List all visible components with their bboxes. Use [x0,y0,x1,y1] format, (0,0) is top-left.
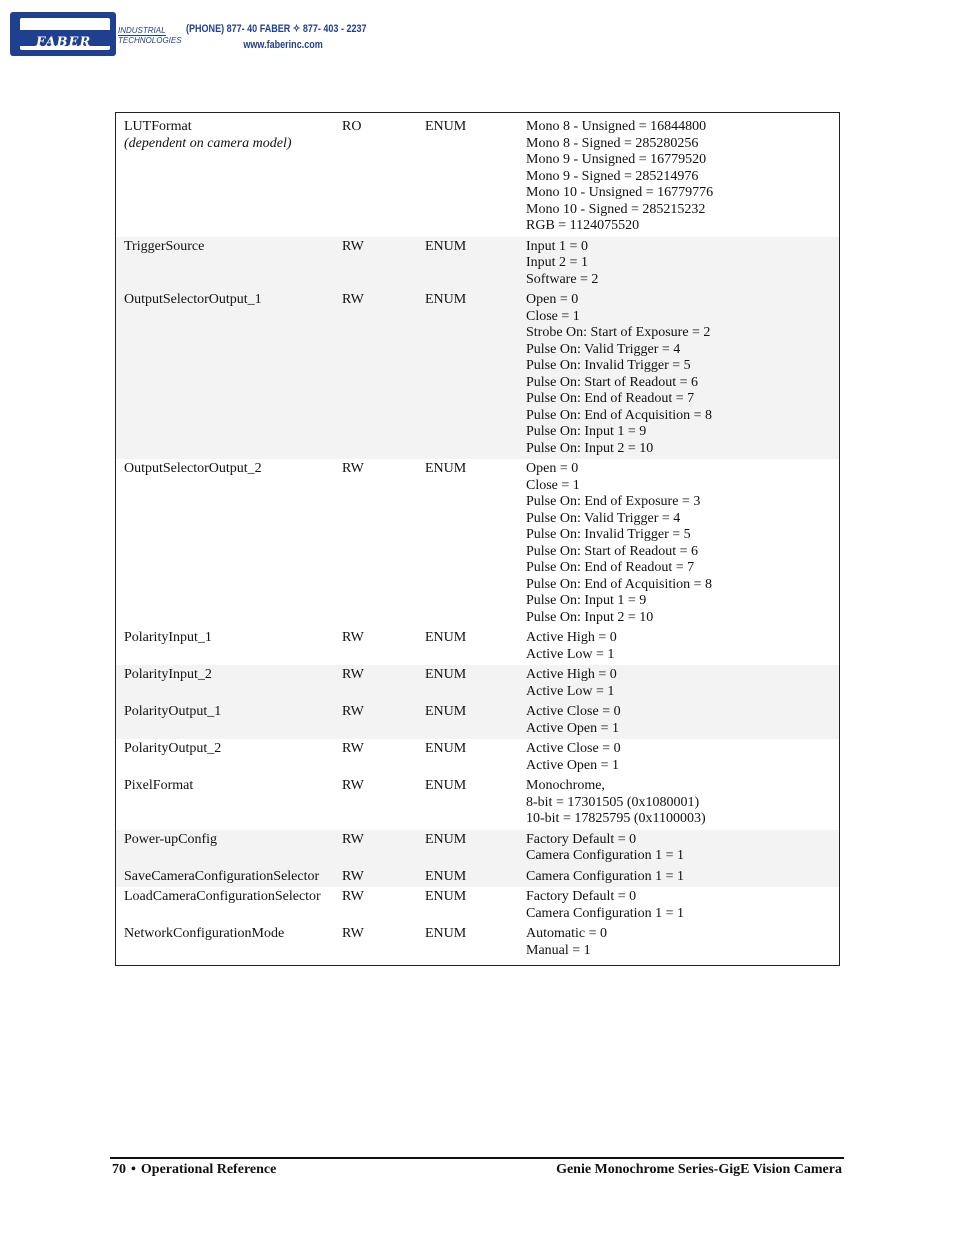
enum-value: Pulse On: End of Acquisition = 8 [526,407,713,423]
enum-value: Pulse On: Invalid Trigger = 5 [526,527,691,542]
access-cell: RO [342,119,362,134]
feature-name-cell [116,702,335,739]
feature-name-cell [116,776,335,830]
company-logo [10,12,180,58]
feature-name-cell [116,739,335,776]
enum-value: Monochrome, [526,778,605,793]
access-cell: RW [342,889,364,904]
enum-value: RGB = 1124075520 [526,218,640,233]
table-row [116,776,839,830]
feature-name: TriggerSource [124,238,205,254]
enum-value: Automatic = 0 [526,926,607,941]
logo-wordmark: FABER [36,35,92,50]
feature-name: PixelFormat [124,778,194,793]
feature-name: PolarityInput_2 [124,667,212,682]
feature-name: OutputSelectorOutput_1 [124,292,262,307]
values-cell [517,290,839,459]
enum-value: Active Low = 1 [526,646,615,662]
type-cell: ENUM [425,704,467,719]
enum-value: Active Close = 0 [526,704,621,719]
page-number: 70 [112,1162,126,1177]
feature-name-cell [116,887,335,924]
logo-emblem [10,12,116,56]
table-row [116,290,839,459]
table-row [116,117,839,237]
enum-value: Mono 8 - Signed = 285280256 [526,135,699,151]
phone-number: (PHONE) 877- 40 FABER ✧ 877- 403 - 2237 [186,23,367,35]
enum-value: Mono 10 - Unsigned = 16779776 [526,185,714,200]
enum-value: Active High = 0 [526,667,617,682]
enum-value: Pulse On: End of Exposure = 3 [526,494,701,509]
table-row [116,237,839,291]
feature-name-cell [116,665,335,702]
type-cell: ENUM [425,889,467,904]
type-cell: ENUM [425,292,467,307]
enum-value: Strobe On: Start of Exposure = 2 [526,325,711,340]
feature-name: LUTFormat [124,119,192,134]
type-cell: ENUM [425,778,467,793]
type-cell: ENUM [425,831,467,847]
enum-value: Camera Configuration 1 = 1 [526,868,684,884]
enum-value: Factory Default = 0 [526,831,637,847]
feature-name-cell [116,290,335,459]
values-cell [517,117,839,237]
access-cell: RW [342,831,364,847]
feature-name-cell [116,117,335,237]
type-cell: ENUM [425,119,467,134]
enum-value: Pulse On: End of Readout = 7 [526,391,695,406]
type-cell: ENUM [425,238,467,254]
access-cell: RW [342,292,364,307]
feature-name-cell [116,830,335,867]
enum-value: Mono 9 - Signed = 285214976 [526,168,699,184]
values-cell [517,459,839,628]
access-cell: RW [342,778,364,793]
table-row [116,830,839,867]
enum-value: Pulse On: Input 2 = 10 [526,440,654,456]
footer-left [112,1162,276,1178]
enum-value: Pulse On: Input 1 = 9 [526,593,647,608]
enum-value: Active Close = 0 [526,741,621,756]
values-cell [517,739,839,776]
enum-value: Manual = 1 [526,942,591,958]
enum-value: Software = 2 [526,271,599,287]
enum-value: Pulse On: Invalid Trigger = 5 [526,358,691,373]
values-cell [517,887,839,924]
values-cell [517,665,839,702]
feature-name-cell [116,459,335,628]
feature-name-cell [116,237,335,291]
access-cell: RW [342,868,364,884]
feature-name: Power-upConfig [124,831,218,847]
values-cell [517,776,839,830]
type-cell: ENUM [425,926,467,941]
enum-value: Input 1 = 0 [526,238,588,254]
values-cell [517,237,839,291]
feature-name: PolarityOutput_2 [124,741,222,756]
values-cell [517,867,839,888]
website-link[interactable]: www.faberinc.com [243,39,323,51]
access-cell: RW [342,630,364,645]
type-cell: ENUM [425,868,467,884]
enum-value: Pulse On: End of Acquisition = 8 [526,576,713,592]
footer-divider [110,1157,844,1159]
feature-name: LoadCameraConfigurationSelector [124,889,321,904]
type-cell: ENUM [425,630,467,645]
feature-name-cell [116,867,335,888]
access-cell: RW [342,667,364,682]
enum-value: Camera Configuration 1 = 1 [526,905,684,921]
enum-value: Pulse On: Valid Trigger = 4 [526,510,681,526]
enum-value: Open = 0 [526,292,579,307]
table-row [116,665,839,702]
values-cell [517,628,839,665]
enum-value: Factory Default = 0 [526,889,637,904]
document-title: Genie Monochrome Series-GigE Vision Camera [556,1162,842,1177]
type-cell: ENUM [425,667,467,682]
table-row [116,924,839,961]
access-cell: RW [342,238,364,254]
table-row [116,459,839,628]
enum-value: Close = 1 [526,477,580,493]
enum-value: Pulse On: Input 1 = 9 [526,424,647,439]
enum-value: 8-bit = 17301505 (0x1080001) [526,794,700,810]
feature-name: SaveCameraConfigurationSelector [124,868,320,884]
contact-info [186,21,367,53]
values-cell [517,702,839,739]
table-row [116,628,839,665]
type-cell: ENUM [425,461,467,476]
enum-value: Mono 9 - Unsigned = 16779520 [526,152,707,167]
type-cell: ENUM [425,741,467,756]
enum-value: Open = 0 [526,461,579,476]
access-cell: RW [342,704,364,719]
table-row [116,867,839,888]
feature-name-cell [116,924,335,961]
enum-value: Pulse On: Valid Trigger = 4 [526,341,681,357]
values-cell [517,830,839,867]
feature-name: NetworkConfigurationMode [124,926,285,941]
feature-name: PolarityOutput_1 [124,704,222,719]
enum-value: Mono 8 - Unsigned = 16844800 [526,119,707,134]
enum-value: Active Low = 1 [526,683,615,699]
enum-value: Pulse On: End of Readout = 7 [526,560,695,575]
enum-value: Active Open = 1 [526,757,620,773]
values-cell [517,924,839,961]
table-row [116,887,839,924]
enum-value: Input 2 = 1 [526,255,588,270]
enum-value: Pulse On: Start of Readout = 6 [526,543,698,559]
table-row [116,702,839,739]
enum-value: Camera Configuration 1 = 1 [526,848,684,863]
enum-value: Active High = 0 [526,630,617,645]
enum-value: Pulse On: Start of Readout = 6 [526,374,698,390]
access-cell: RW [342,741,364,756]
section-title: Operational Reference [140,1162,277,1177]
access-cell: RW [342,926,364,941]
feature-name: PolarityInput_1 [124,630,212,645]
enum-value: Active Open = 1 [526,720,620,736]
enum-value: Mono 10 - Signed = 285215232 [526,201,706,217]
logo-subtitle: INDUSTRIAL TECHNOLOGIES [118,26,182,45]
feature-note: (dependent on camera model) [124,135,292,151]
table-row [116,739,839,776]
enum-value: Pulse On: Input 2 = 10 [526,609,654,625]
access-cell: RW [342,461,364,476]
feature-table [115,112,840,966]
feature-name-cell [116,628,335,665]
feature-name: OutputSelectorOutput_2 [124,461,262,476]
enum-value: Close = 1 [526,308,580,324]
footer-bullet: • [131,1162,136,1177]
enum-value: 10-bit = 17825795 (0x1100003) [526,811,706,826]
